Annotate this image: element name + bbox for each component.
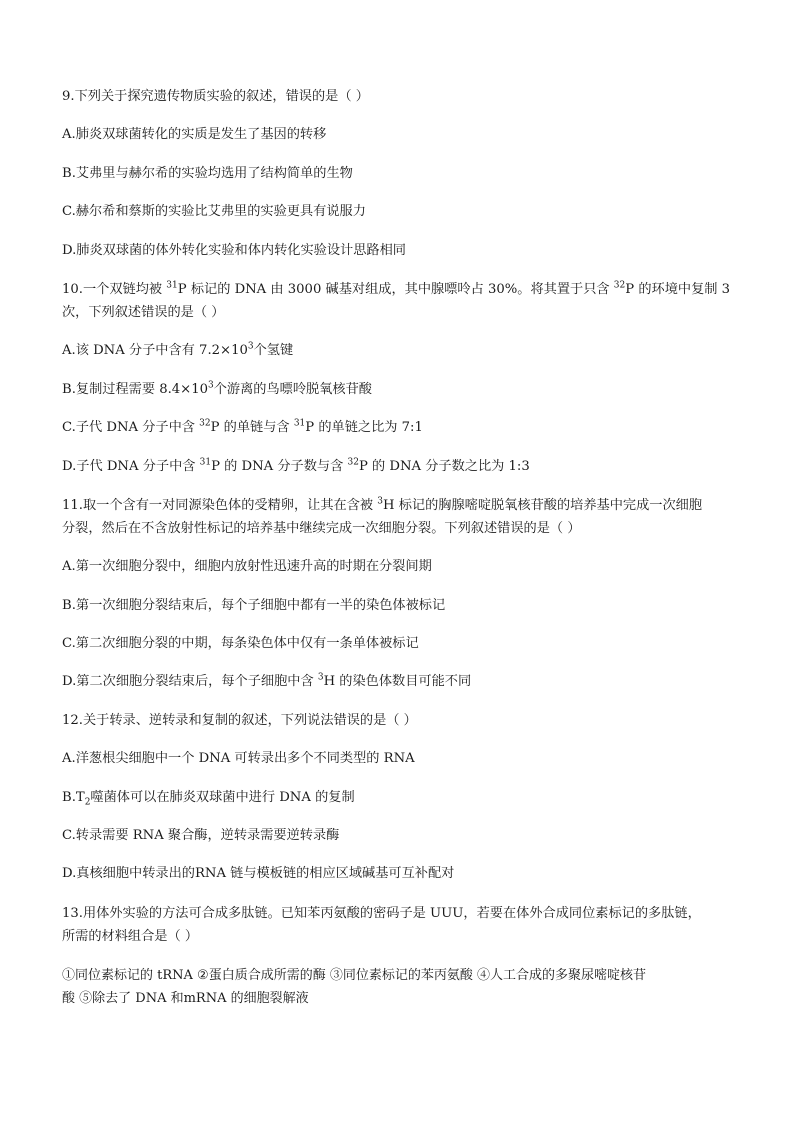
q13-materials: [62, 964, 738, 1010]
q12-option-c: C.转录需要 RNA 聚合酶，逆转录需要逆转录酶: [62, 828, 340, 844]
q9-option-a: A.肺炎双球菌转化的实质是发生了基因的转移: [62, 127, 327, 143]
q10-stem-line-2: 次，下列叙述错误的是（ ）: [62, 304, 225, 320]
q11-stem-line-2: 分裂，然后在不含放射性标记的培养基中继续完成一次细胞分裂。下列叙述错误的是（ ）: [62, 520, 581, 536]
exam-page: [62, 86, 738, 1027]
q11-option-d: D.第二次细胞分裂结束后，每个子细胞中含 $^3$H 的染色体数目可能不同: [62, 673, 472, 690]
q12-stem: 12.关于转录、逆转录和复制的叙述，下列说法错误的是（ ）: [62, 712, 417, 728]
q11-option-b: B.第一次细胞分裂结束后，每个子细胞中都有一半的染色体被标记: [62, 597, 446, 613]
q11-stem: [62, 494, 738, 540]
q10-option-b: B.复制过程需要 $8.4\times 10^3$个游离的鸟嘌呤脱氧核苷酸: [62, 380, 372, 397]
q10-option-a: A.该 DNA 分子中含有 $7.2\times 10^3$个氢键: [62, 341, 294, 359]
q9-stem: 9.下列关于探究遗传物质实验的叙述，错误的是（ ）: [62, 89, 369, 104]
q12-option-a: A.洋葱根尖细胞中一个 DNA 可转录出多个不同类型的 RNA: [62, 751, 415, 767]
q13-materials-line-2: 酸 ⑤除去了 DNA 和mRNA 的细胞裂解液: [62, 991, 309, 1007]
q13-materials-line-1: ①同位素标记的 tRNA ②蛋白质合成所需的酶 ③同位素标记的苯丙氨酸 ④人工合成的多聚尿嘧啶核苷: [62, 968, 646, 984]
q11-stem-line-1: 11.取一个含有一对同源染色体的受精卵，让其在含被 $^3$H 标记的胸腺嘧啶脱氧核苷酸的培养基中完成一次细胞: [62, 496, 703, 513]
q10-stem-line-1: 10.一个双链均被 $^{31}$P 标记的 DNA 由 3000 碱基对组成，其中腺嘌呤占 30%。将其置于只含 $^{32}$P 的环境中复制 3: [62, 280, 731, 297]
q9-option-c: C.赫尔希和蔡斯的实验比艾弗里的实验更具有说服力: [62, 204, 366, 220]
q13-stem-line-2: 所需的材料组合是（ ）: [62, 928, 199, 944]
q11-option-c: C.第二次细胞分裂的中期，每条染色体中仅有一条单体被标记: [62, 636, 419, 652]
q11-option-a: A.第一次细胞分裂中，细胞内放射性迅速升高的时期在分裂间期: [62, 559, 432, 575]
q13-stem: [62, 902, 738, 948]
q13-stem-line-1: 13.用体外实验的方法可合成多肽链。已知苯丙氨酸的密码子是 UUU，若要在体外合成同位素标记的多肽链，: [62, 905, 701, 921]
q12-option-d: D.真核细胞中转录出的RNA 链与模板链的相应区域碱基可互补配对: [62, 866, 455, 882]
q12-option-b: $B.T_2$噬菌体可以在肺炎双球菌中进行 DNA 的复制: [62, 789, 355, 808]
q9-option-d: D.肺炎双球菌的体外转化实验和体内转化实验设计思路相同: [62, 242, 406, 258]
q10-option-c: C.子代 DNA 分子中含 $^{32}$P 的单链与含 $^{31}$P 的单链之比为 7:1: [62, 418, 423, 436]
q10-stem: [62, 278, 738, 324]
q9-option-b: B.艾弗里与赫尔希的实验均选用了结构简单的生物: [62, 165, 353, 181]
q10-option-d: D.子代 DNA 分子中含 $^{31}$P 的 DNA 分子数与含 $^{32}$P 的 DNA 分子数之比为 1:3: [62, 457, 530, 474]
